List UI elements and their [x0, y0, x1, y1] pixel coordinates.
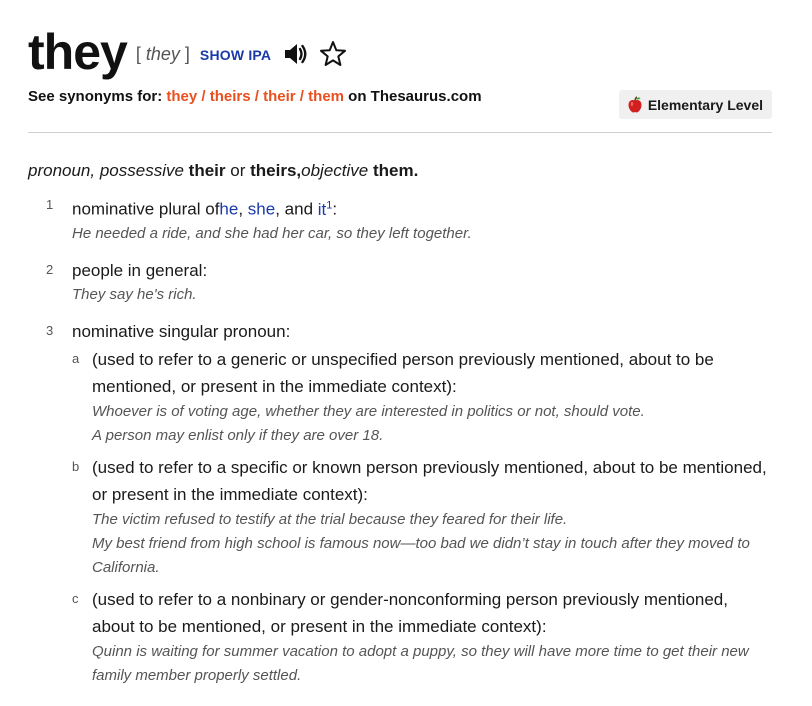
star-icon[interactable]: [319, 40, 347, 67]
definition-text: nominative singular pronoun:: [72, 321, 291, 341]
alt-form: theirs,: [250, 161, 302, 180]
link-she[interactable]: she: [247, 199, 276, 219]
link-it-text[interactable]: it: [317, 199, 327, 219]
definition-number: 3: [46, 322, 54, 338]
link-it[interactable]: [318, 200, 333, 219]
synonym-separator: /: [250, 88, 264, 105]
pronunciation: [136, 44, 190, 65]
level-badge[interactable]: [619, 90, 772, 119]
pron-open-bracket: [: [135, 43, 141, 64]
link-he[interactable]: he: [219, 199, 239, 219]
example-sentence: Quinn is waiting for summer vacation to adopt a puppy, so they will have more time to get their new family member properly settled.: [92, 642, 749, 684]
definition-list: [28, 193, 772, 706]
definition-1: [28, 193, 772, 246]
synonyms-line: [28, 88, 482, 105]
definition-2: [28, 258, 772, 307]
example-sentence: My best friend from high school is famous now—too bad we didn’t stay in touch after they moved to California.: [92, 534, 750, 576]
level-label: Elementary Level: [647, 96, 763, 113]
example-sentence: A person may enlist only if they are over 18.: [92, 426, 384, 444]
entry-header: [28, 22, 347, 82]
synonym-link-their[interactable]: their: [263, 88, 296, 105]
definition-text: [72, 193, 772, 222]
colon: :: [332, 199, 338, 219]
pos-label: pronoun, possessive: [28, 161, 184, 180]
divider: [28, 132, 772, 133]
definition-text: people in general:: [72, 260, 208, 280]
part-of-speech: [28, 161, 418, 181]
sub-definition-text: (used to refer to a specific or known person previously mentioned, about to be mentioned, or present in the immediate context):: [92, 457, 767, 504]
sub-definition-text: (used to refer to a generic or unspecified person previously mentioned, about to be mentioned, or present in the immediate context):: [92, 349, 714, 396]
sub-definition-text: (used to refer to a nonbinary or gender-nonconforming person previously mentioned, about to be mentioned, or present in the immediate context):: [92, 589, 728, 636]
definition-number: 2: [46, 261, 54, 277]
example-sentence: He needed a ride, and she had her car, so they left together.: [72, 224, 472, 242]
comma: ,: [238, 199, 248, 219]
sub-definition-letter: a: [72, 350, 80, 366]
example-sentence: They say he's rich.: [72, 285, 197, 303]
or-text: or: [230, 161, 246, 180]
homograph-number[interactable]: 1: [326, 199, 333, 211]
sub-definition-a: [72, 346, 772, 448]
example-sentence: Whoever is of voting age, whether they are interested in politics or not, should vote.: [92, 402, 645, 420]
sub-definition-letter: b: [72, 458, 80, 474]
definition-number: 1: [46, 197, 54, 212]
synonyms-suffix[interactable]: on Thesaurus.com: [348, 88, 482, 105]
speaker-icon[interactable]: [283, 43, 309, 65]
synonym-separator: /: [295, 88, 309, 105]
possessive-form: their: [188, 161, 226, 180]
example-sentence: The victim refused to testify at the trial because they feared for their life.: [92, 510, 568, 528]
synonym-link-theirs[interactable]: theirs: [209, 88, 251, 105]
pron-close-bracket: ]: [184, 43, 190, 64]
synonyms-prefix: See synonyms for:: [28, 88, 163, 105]
sub-definition-c: [72, 586, 772, 688]
sub-definition-letter: c: [72, 590, 79, 606]
definition-text-before: nominative plural of: [72, 199, 220, 219]
synonym-separator: /: [197, 88, 210, 105]
definition-3: [28, 319, 772, 694]
show-ipa-button[interactable]: SHOW IPA: [199, 47, 272, 63]
pron-text: they: [145, 43, 180, 64]
objective-form: them.: [372, 161, 419, 180]
synonym-link-them[interactable]: them: [308, 88, 344, 105]
and-text: , and: [275, 199, 318, 219]
objective-label: objective: [301, 161, 369, 180]
sub-definition-b: [72, 454, 772, 580]
synonym-link-they[interactable]: they: [166, 88, 198, 105]
headword: they: [28, 24, 127, 80]
apple-icon: [627, 96, 643, 113]
